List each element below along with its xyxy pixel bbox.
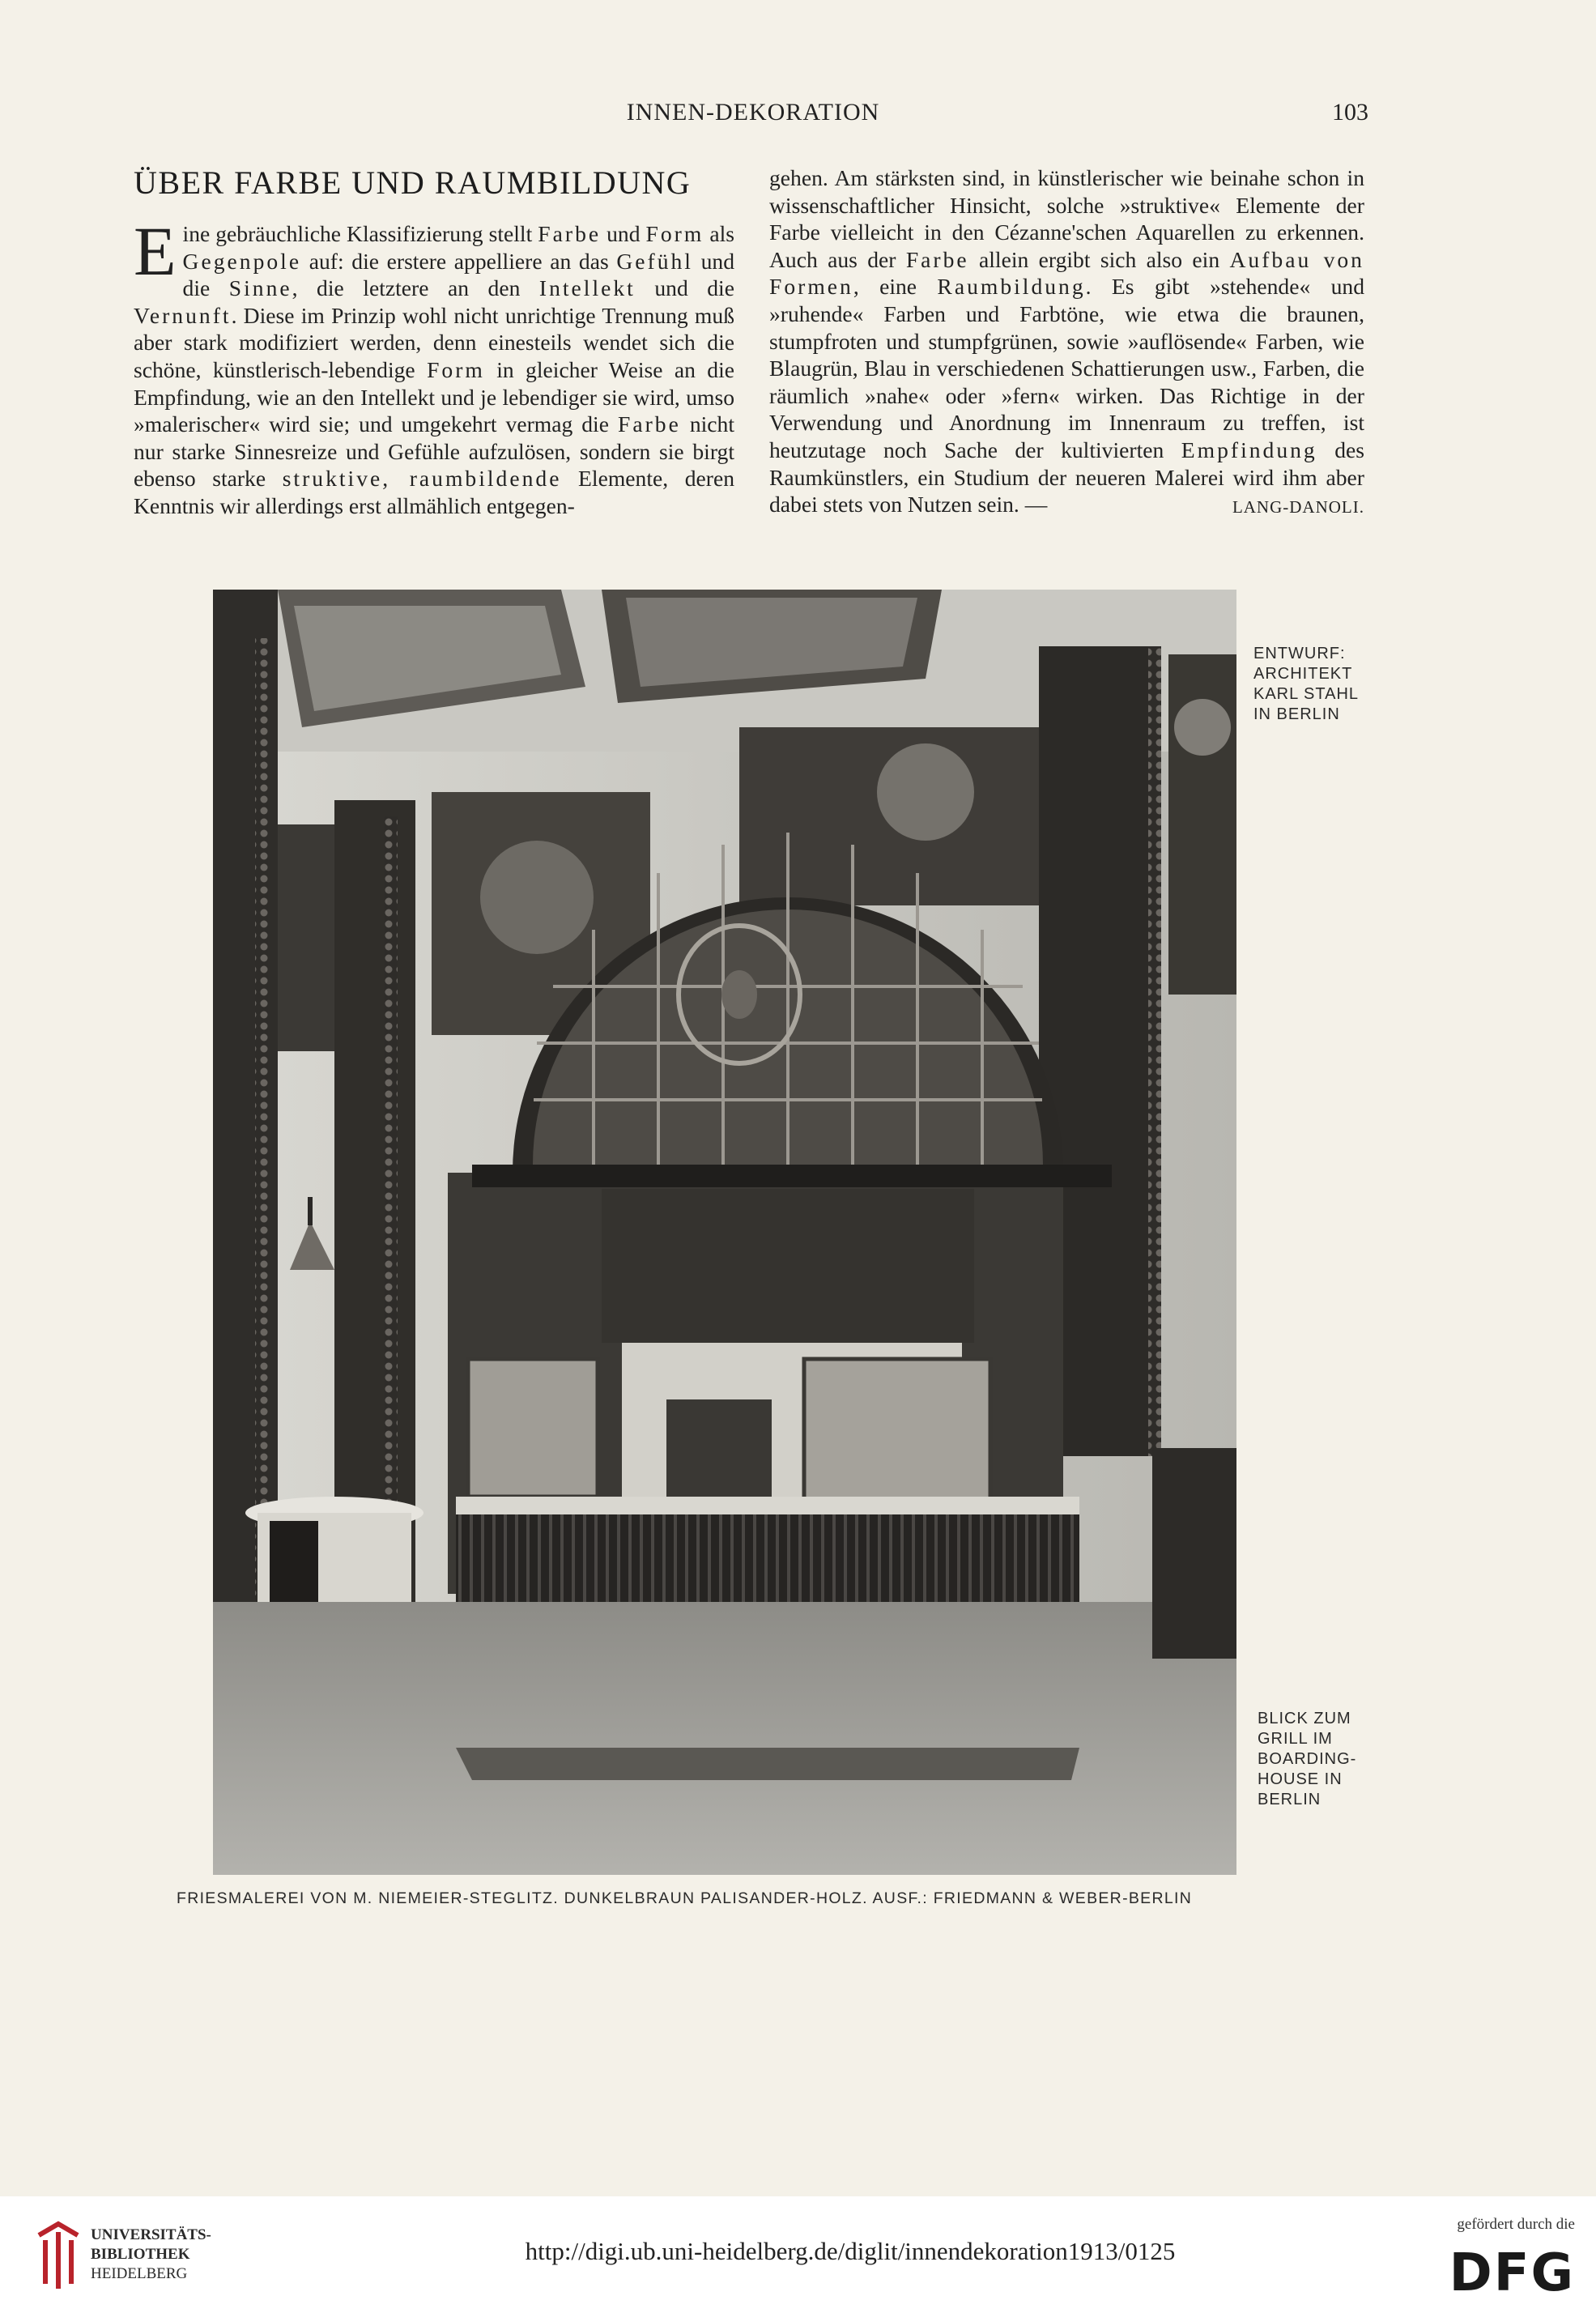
spaced-word: Sinne (228, 275, 292, 301)
credit-line: ENTWURF: (1253, 645, 1346, 662)
library-name-line: UNIVERSITÄTS- (91, 2226, 211, 2243)
spaced-word: Gegenpole (182, 248, 302, 274)
text-run: allein ergibt sich also ein (979, 246, 1220, 272)
drop-cap: E (134, 212, 177, 290)
spaced-word: Farbe (905, 246, 969, 272)
spaced-word: Form (427, 356, 485, 382)
library-logo-icon (34, 2219, 83, 2294)
spaced-word: Vernunft (134, 302, 232, 328)
spaced-word: Farbe (617, 411, 681, 437)
text-run: gehen. Am stärksten sind, in künstlerischer wie beinahe schon in wissenschaftlicher Hinsicht, solche »struktive« Elemente der Farbe vielleicht in den Cézanne'schen Aquarellen zu erkennen. Auch aus der (769, 165, 1364, 272)
spaced-word: Intellekt (538, 275, 636, 301)
spaced-word: Empfindung (1181, 437, 1317, 462)
text-run: auf: die erstere appelliere an das (309, 248, 609, 274)
running-title: INNEN-DEKORATION (626, 99, 880, 126)
article-title: ÜBER FARBE UND RAUMBILDUNG (134, 164, 692, 201)
library-name-line: HEIDELBERG (91, 2265, 188, 2282)
text-run: . Diese im Prinzip wohl nicht unrichtige Trennung muß aber stark modifiziert werden, denn einesteils wendet sich die schöne, künstlerisch-lebendige (134, 302, 734, 382)
spaced-word: Gefühl (616, 248, 693, 274)
text-run: in gleicher Weise an die Empfindung, wie an den Intellekt und je lebendiger sie wird, umso »malerischer« wird sie; und umgekehrt vermag die (134, 356, 734, 437)
spaced-word: struktive, raumbildende (282, 466, 562, 492)
credit-line: BLICK ZUM (1258, 1710, 1351, 1727)
credit-line: ARCHITEKT (1253, 665, 1353, 683)
credit-line: KARL STAHL (1253, 685, 1360, 703)
article-column-right (769, 164, 1364, 522)
funding-label: gefördert durch die (1457, 2216, 1575, 2233)
page-number: 103 (1332, 99, 1368, 126)
credit-line: GRILL IM (1258, 1730, 1333, 1748)
text-run: Elemente, deren Kenntnis wir allerdings erst allmählich entgegen- (134, 466, 734, 518)
credit-line: IN BERLIN (1253, 705, 1340, 723)
text-run: des Raumkünstlers, ein Studium der neueren Malerei wird ihm aber dabei stets von Nutzen sein. — (769, 437, 1364, 518)
text-run: als (709, 221, 734, 246)
running-header (0, 99, 1596, 131)
credit-line: HOUSE IN (1258, 1770, 1343, 1788)
text-run: . Es gibt »stehende« und »ruhende« Farben und Farbtöne, wie etwa die braunen, stumpfroten und stumpfgrünen, sowie »auflösende« Farben, wie Blaugrün, Blau in verschiedenen Schattierungen usw., Farben, die räumlich »nahe« oder »fern« wirken. Das Richtige in der Verwendung und Anordnung im Innenraum zu treffen, ist heutzutage noch Sache der kultivierten (769, 274, 1364, 462)
text-run: und (606, 221, 641, 246)
article-paragraph (769, 164, 1364, 518)
photo-caption: FRIESMALEREI VON M. NIEMEIER-STEGLITZ. DUNKELBRAUN PALISANDER-HOLZ. AUSF.: FRIEDMANN & WEBER-BERLIN (177, 1889, 1193, 1907)
photograph-illustration (213, 590, 1236, 1875)
text-run: , die letztere an den (292, 275, 521, 301)
permalink-url[interactable]: http://digi.ub.uni-heidelberg.de/diglit/innendekoration1913/0125 (525, 2237, 1176, 2265)
text-run: und die (654, 275, 734, 301)
spaced-word: Farbe (538, 221, 602, 246)
text-run: ine gebräuchliche Klassifizierung stellt (182, 221, 533, 246)
text-run: , eine (853, 274, 917, 300)
photo-credit-top (1253, 644, 1375, 725)
spaced-word: Raumbildung (937, 274, 1086, 300)
credit-line: BOARDING- (1258, 1750, 1357, 1768)
library-name (91, 2226, 211, 2284)
text-run: nicht nur starke Sinnesreize und Gefühle aufzulösen, sondern sie birgt ebenso starke (134, 411, 734, 492)
spaced-word: Aufbau von Formen (769, 246, 1364, 300)
spaced-word: Form (645, 221, 704, 246)
article-paragraph (134, 212, 735, 520)
article-column-left (134, 212, 735, 520)
text-run: und die (182, 248, 735, 301)
library-name-line: BIBLIOTHEK (91, 2246, 190, 2263)
photo-credit-bottom (1258, 1709, 1379, 1810)
credit-line: BERLIN (1258, 1791, 1321, 1808)
dfg-logo: DFG (1449, 2243, 1575, 2303)
author-signature: LANG-DANOLI. (1232, 497, 1364, 518)
interior-photograph (213, 590, 1236, 1875)
